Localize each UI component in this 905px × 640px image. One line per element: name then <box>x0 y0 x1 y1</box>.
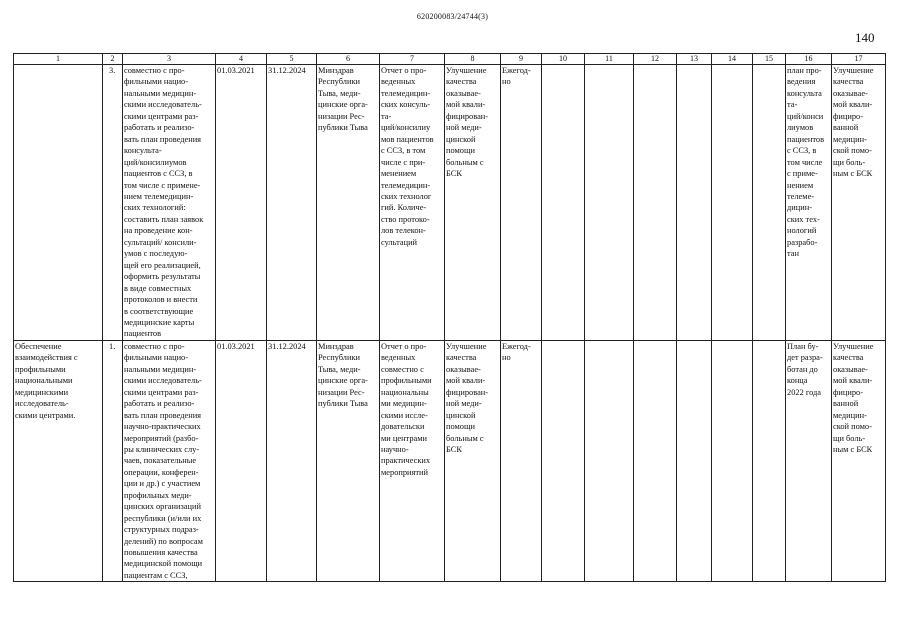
column-number: 9 <box>501 54 542 65</box>
empty-cell <box>753 340 786 582</box>
responsible-cell: Минздрав Республики Тыва, меди- цинские орга- низации Рес- публики Тыва <box>317 340 380 582</box>
frequency-cell: Ежегод- но <box>501 65 542 341</box>
effect-cell: Улучшение качества оказывае- мой квали- фицирован- ной меди- цинской помощи больным с БСК <box>445 340 501 582</box>
column-number: 11 <box>585 54 634 65</box>
column-number-row <box>14 54 886 65</box>
status-cell: План бу- дет разра- ботан до конца 2022 года <box>786 340 832 582</box>
column-number: 13 <box>677 54 712 65</box>
end-date-cell: 31.12.2024 <box>267 340 317 582</box>
column-number: 7 <box>380 54 445 65</box>
empty-cell <box>634 340 677 582</box>
empty-cell <box>677 65 712 341</box>
column-number: 6 <box>317 54 380 65</box>
empty-cell <box>585 340 634 582</box>
column-number: 15 <box>753 54 786 65</box>
column-number: 2 <box>103 54 123 65</box>
empty-cell <box>542 65 585 341</box>
result-cell: Отчет о про- веденных совместно с профильными национальны ми медицин- скими иссле- довательски ми центрами научно- практических мероприятий <box>380 340 445 582</box>
table-row <box>14 65 886 341</box>
column-number: 4 <box>216 54 267 65</box>
item-number-cell <box>103 340 123 582</box>
empty-cell <box>753 65 786 341</box>
start-date-cell: 01.03.2021 <box>216 340 267 582</box>
item-number-cell <box>103 65 123 341</box>
empty-cell <box>542 340 585 582</box>
start-date-cell: 01.03.2021 <box>216 65 267 341</box>
effect-cell: Улучшение качества оказывае- мой квали- фицирован- ной меди- цинской помощи больным с БСК <box>445 65 501 341</box>
responsible-cell: Минздрав Республики Тыва, меди- цинские орга- низации Рес- публики Тыва <box>317 65 380 341</box>
frequency-cell: Ежегод- но <box>501 340 542 582</box>
column-number: 14 <box>712 54 753 65</box>
activity-cell: совместно с про- фильными нацио- нальными медицин- скими исследователь- скими центрами раз- работать и реализо- вать план проведения консульта- ций/консилиумов пациентов с ССЗ, в том числе с примене- нием телемедицин- ских технологий: составить план заявок на проведение кон- сультаций/ консили- умов с последую- щей его реализацией, оформить результаты в виде совместных протоколов и внести в соответствующие медицинские карты пациентов <box>123 65 216 341</box>
column-number: 10 <box>542 54 585 65</box>
activity-cell: совместно с про- фильными нацио- нальными медицин- скими исследователь- скими центрами раз- работать и реализо- вать план проведения научно-практических мероприятий (разбо- ры клинических слу- чаев, показательные операции, конферен- ции и др.) с участием профильных меди- цинских организаций республики (и/или их структурных подраз- делений) по вопросам повышения качества медицинской помощи пациентам с ССЗ, <box>123 340 216 582</box>
column-number: 3 <box>123 54 216 65</box>
item-number: 3. <box>109 66 116 75</box>
page-number: 140 <box>855 30 875 45</box>
end-date-cell: 31.12.2024 <box>267 65 317 341</box>
empty-cell <box>712 340 753 582</box>
task-cell: Обеспечение взаимодействия с профильными национальными медицинскими исследователь- скими центрами. <box>14 340 103 582</box>
empty-cell <box>634 65 677 341</box>
item-number: 1. <box>109 341 116 351</box>
document-id: 620200083/24744(3) <box>416 12 489 21</box>
outcome-cell: Улучшение качества оказывае- мой квали- фициро- ванной медицин- ской помо- щи боль- ным с БСК <box>832 340 886 582</box>
column-number: 17 <box>832 54 886 65</box>
result-cell: Отчет о про- веденных телемедицин- ских консуль- та- ций/консилиу мов пациентов с ССЗ, в том числе с при- менением телемедицин- ских технолог гий. Количе- ство протоко- лов телекон- сультаций <box>380 65 445 341</box>
column-number: 1 <box>14 54 103 65</box>
plan-table <box>13 53 886 582</box>
column-number: 5 <box>267 54 317 65</box>
column-number: 12 <box>634 54 677 65</box>
column-number: 16 <box>786 54 832 65</box>
status-cell: план про- ведения консульта та- ций/конси лиумов пациентов с ССЗ, в том числе с приме- нением телеме- дицин- ских тех- нологий разрабо- тан <box>786 65 832 341</box>
table-row <box>14 340 886 582</box>
column-number: 8 <box>445 54 501 65</box>
empty-cell <box>585 65 634 341</box>
task-cell <box>14 65 103 341</box>
outcome-cell: Улучшение качества оказывае- мой квали- фициро- ванной медицин- ской помо- щи боль- ным с БСК <box>832 65 886 341</box>
empty-cell <box>712 65 753 341</box>
empty-cell <box>677 340 712 582</box>
